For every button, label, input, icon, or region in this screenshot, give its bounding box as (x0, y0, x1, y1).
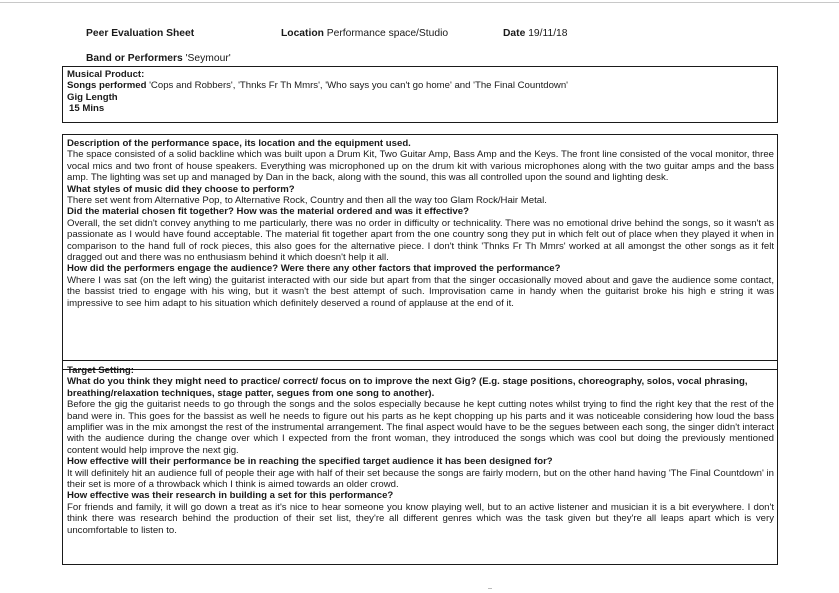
question-audience-engagement: How did the performers engage the audience? Were there any other factors that improved the performance? (67, 263, 561, 275)
target-setting-box (62, 360, 778, 565)
sheet-title: Peer Evaluation Sheet (86, 28, 195, 39)
musical-product-box (62, 66, 778, 123)
question-performance-space: Description of the performance space, its location and the equipment used. (67, 138, 411, 149)
question-improve-next-gig: What do you think they might need to practice/ correct/ focus on to improve the next Gig? (E.g. stage positions, choreography, solos, vocal phrasing, breathing/relaxation techniques, stage patter, segues from one song to another). (67, 376, 748, 399)
target-setting-heading: Target Setting: (67, 365, 134, 376)
gig-length-label: Gig Length (67, 91, 118, 103)
location-label: Location (281, 28, 324, 39)
musical-product-heading: Musical Product: (67, 69, 145, 80)
answer-research: For friends and family, it will go down a treat as it's nice to hear someone you know playing well, but to an active listener and musician it is a bit everywhere. I don't think there was research behind the production of their set list, they're all different genres which was the task given but they're all leaps apart which is very uncomfortable to listen to. (67, 501, 774, 536)
band-field (86, 53, 231, 64)
answer-performance-space: The space consisted of a solid backline which was built upon a Drum Kit, Two Guitar Amp, Bass Amp and the Keys. The front line consisted of the vocal monitor, three vocal mics and two front of house speakers. Everything was microphoned up on the drum kit with various microphones along with the two guitar amps and the bass amp. The lighting was set up and managed by Dan in the back, along with the sound, this was all controlled upon the sound and lighting desk. (67, 149, 774, 184)
question-target-audience: How effective will their performance be in reaching the specified target audience it has been designed for? (67, 456, 553, 468)
answer-music-styles: There set went from Alternative Pop, to Alternative Rock, Country and then all the way too Glam Rock/Hair Metal. (67, 195, 547, 207)
date-label: Date (503, 28, 526, 39)
date-field (503, 28, 568, 39)
songs-label: Songs performed (67, 80, 147, 92)
answer-improve-next-gig: Before the gig the guitarist needs to go through the songs and the solos especially because he kept cutting notes whilst trying to find the right key that the rest of the band were in. This goes for the bassist as well he needs to figure out his parts as he kept chopping up his parts and it was noticeable considering how loud the bass amplifier was in the mix amongst the rest of the instrumental arrangement. The final aspect would have to be the segues between each song, the singer didn't interact with the audience during the change over which I expected from the front woman, they introduced the songs which was cool but doing the previously mentioned content would help improve the next gig. (67, 399, 774, 456)
location-value: Performance space/Studio (323, 28, 449, 39)
question-music-styles: What styles of music did they choose to perform? (67, 183, 295, 195)
songs-value: 'Cops and Robbers', 'Thnks Fr Th Mmrs', 'Who says you can't go home' and 'The Final Countdown' (146, 80, 569, 92)
question-research: How effective was their research in building a set for this performance? (67, 490, 394, 502)
band-label: Band or Performers (86, 53, 183, 64)
scan-mark (488, 588, 492, 589)
gig-length-value: 15 Mins (69, 103, 105, 115)
performance-description-box (62, 134, 778, 370)
answer-audience-engagement: Where I was sat (on the left wing) the guitarist interacted with our side but apart from that the singer occasionally moved about and gave the audience some contact, the bassist tried to engage with his wing, but it wasn't the best attempt of such. Improvisation came in handy when the guitarist broke his high e string it was impressive to see him adapt to his situation which definitely deserved a round of applause at the end of it. (67, 274, 774, 309)
location-field (281, 28, 448, 39)
songs-performed (67, 80, 774, 91)
top-rule (0, 2, 839, 3)
answer-target-audience: It will definitely hit an audience full of people their age with half of their set because the songs are fairly modern, but on the other hand having 'The Final Countdown' in their set is more of a throwback which I think is aimed towards an older crowd. (67, 467, 774, 491)
question-material-fit: Did the material chosen fit together? How was the material ordered and was it effective? (67, 206, 469, 218)
band-value: 'Seymour' (182, 53, 231, 64)
answer-material-fit: Overall, the set didn't convey anything to me particularly, there was no order in difficulty or technicality. There was no emotional drive behind the songs, so it wasn't as passionate as I would have found acceptable. The material fit together apart from the one country song they put in which felt out of place when they played it when in comparison to the hand full of rock pieces, this also goes for the alternative piece. I don't think 'Thnks Fr Th Mmrs' worked at all amongst the other songs as it felt dragged out and there was no enthusiasm behind it which doesn't help it all. (67, 217, 774, 264)
date-value: 19/11/18 (525, 28, 568, 39)
